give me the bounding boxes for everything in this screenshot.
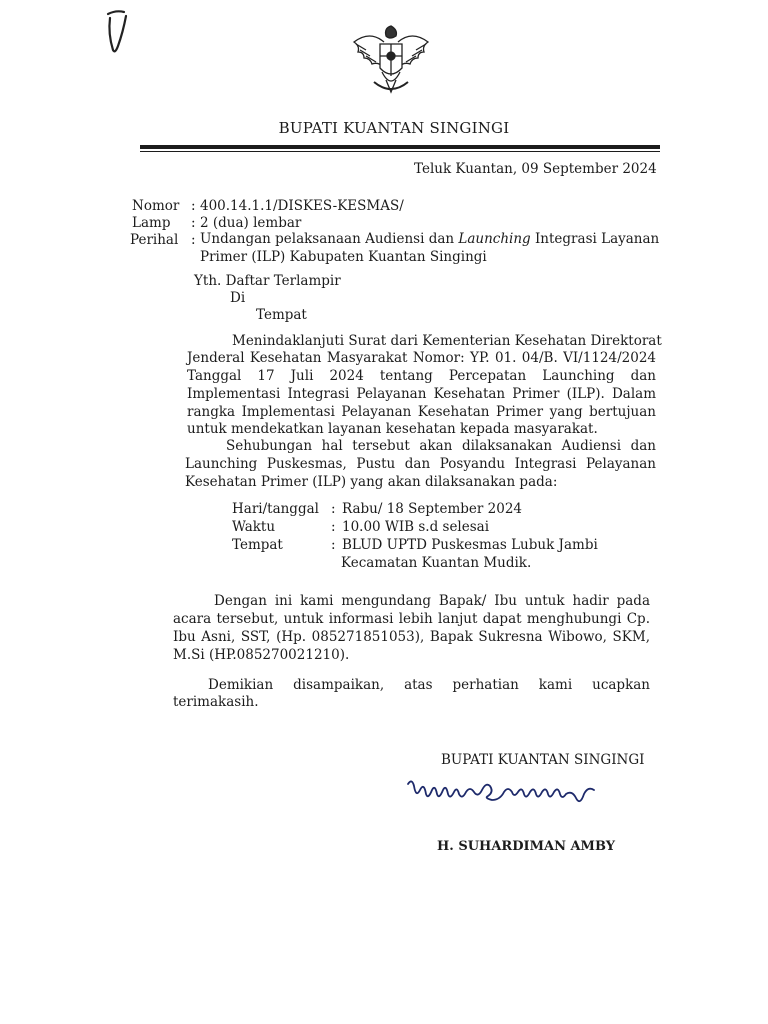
- paragraph-1-line: Menindaklanjuti Surat dari Kementerian Kesehatan Direktorat: [232, 333, 662, 349]
- schedule-tempat-label: Tempat: [232, 537, 283, 553]
- perihal-colon: :: [191, 232, 196, 248]
- handwritten-signature: [404, 772, 624, 816]
- paragraph-1-line: untuk mendekatkan layanan kesehatan kepada masyarakat.: [187, 421, 598, 437]
- perihal-value-line1: [200, 231, 659, 248]
- schedule-colon: :: [331, 501, 336, 517]
- nomor-value: 400.14.1.1/DISKES-KESMAS/: [200, 198, 404, 214]
- schedule-colon: :: [331, 537, 336, 553]
- paragraph-4-line: Demikian disampaikan, atas perhatian kami ucapkan: [208, 677, 650, 693]
- schedule-tempat-value-1: BLUD UPTD Puskesmas Lubuk Jambi: [342, 537, 598, 553]
- paragraph-3-line: M.Si (HP.085270021210).: [173, 647, 350, 663]
- schedule-tempat-value-2: Kecamatan Kuantan Mudik.: [341, 555, 532, 571]
- schedule-hari-label: Hari/tanggal: [232, 501, 319, 517]
- letterhead-divider-thin: [140, 151, 660, 152]
- paragraph-1-line: Tanggal 17 Juli 2024 tentang Percepatan Launching dan: [187, 368, 656, 384]
- place-date: Teluk Kuantan, 09 September 2024: [414, 161, 657, 177]
- recipient-yth: Yth. Daftar Terlampir: [194, 273, 341, 289]
- letterhead-title: BUPATI KUANTAN SINGINGI: [278, 119, 510, 137]
- paragraph-3-line: acara tersebut, untuk informasi lebih lanjut dapat menghubungi Cp.: [173, 611, 650, 627]
- paragraph-2-line: Kesehatan Primer (ILP) yang akan dilaksanakan pada:: [185, 474, 558, 490]
- paragraph-3-line: Dengan ini kami mengundang Bapak/ Ibu untuk hadir pada: [214, 593, 650, 609]
- nomor-label: Nomor: [132, 198, 180, 214]
- schedule-hari-value: Rabu/ 18 September 2024: [342, 501, 522, 517]
- garuda-emblem-icon: [346, 20, 436, 106]
- lamp-colon: :: [191, 215, 196, 231]
- paragraph-2-line: Launching Puskesmas, Pustu dan Posyandu Integrasi Pelayanan: [185, 456, 656, 472]
- paragraph-1-line: rangka Implementasi Pelayanan Kesehatan Primer yang bertujuan: [187, 404, 656, 420]
- recipient-tempat: Tempat: [256, 307, 307, 323]
- signatory-name: H. SUHARDIMAN AMBY: [437, 839, 615, 854]
- recipient-di: Di: [230, 290, 246, 306]
- paragraph-3-line: Ibu Asni, SST, (Hp. 085271851053), Bapak Sukresna Wibowo, SKM,: [173, 629, 650, 645]
- paragraph-2-line: Sehubungan hal tersebut akan dilaksanakan Audiensi dan: [226, 438, 656, 454]
- paragraph-1-line: Jenderal Kesehatan Masyarakat Nomor: YP. 01. 04/B. VI/1124/2024: [187, 350, 656, 366]
- paragraph-1-line: Implementasi Integrasi Pelayanan Kesehatan Primer (ILP). Dalam: [187, 386, 656, 402]
- perihal-value-line2: Primer (ILP) Kabupaten Kuantan Singingi: [200, 249, 487, 265]
- paragraph-4-line: terimakasih.: [173, 694, 259, 710]
- signatory-position: BUPATI KUANTAN SINGINGI: [441, 752, 645, 768]
- perihal-text-c: Integrasi Layanan: [530, 231, 660, 247]
- schedule-colon: :: [331, 519, 336, 535]
- letterhead-divider: [140, 145, 660, 149]
- lamp-value: 2 (dua) lembar: [200, 215, 302, 231]
- perihal-label: Perihal: [130, 232, 179, 248]
- handwritten-mark: [96, 6, 136, 56]
- nomor-colon: :: [191, 198, 196, 214]
- schedule-waktu-value: 10.00 WIB s.d selesai: [342, 519, 490, 535]
- perihal-text-launching: Launching: [458, 231, 531, 247]
- schedule-waktu-label: Waktu: [232, 519, 276, 535]
- lamp-label: Lamp: [132, 215, 171, 231]
- perihal-text-a: Undangan pelaksanaan Audiensi dan: [200, 231, 459, 247]
